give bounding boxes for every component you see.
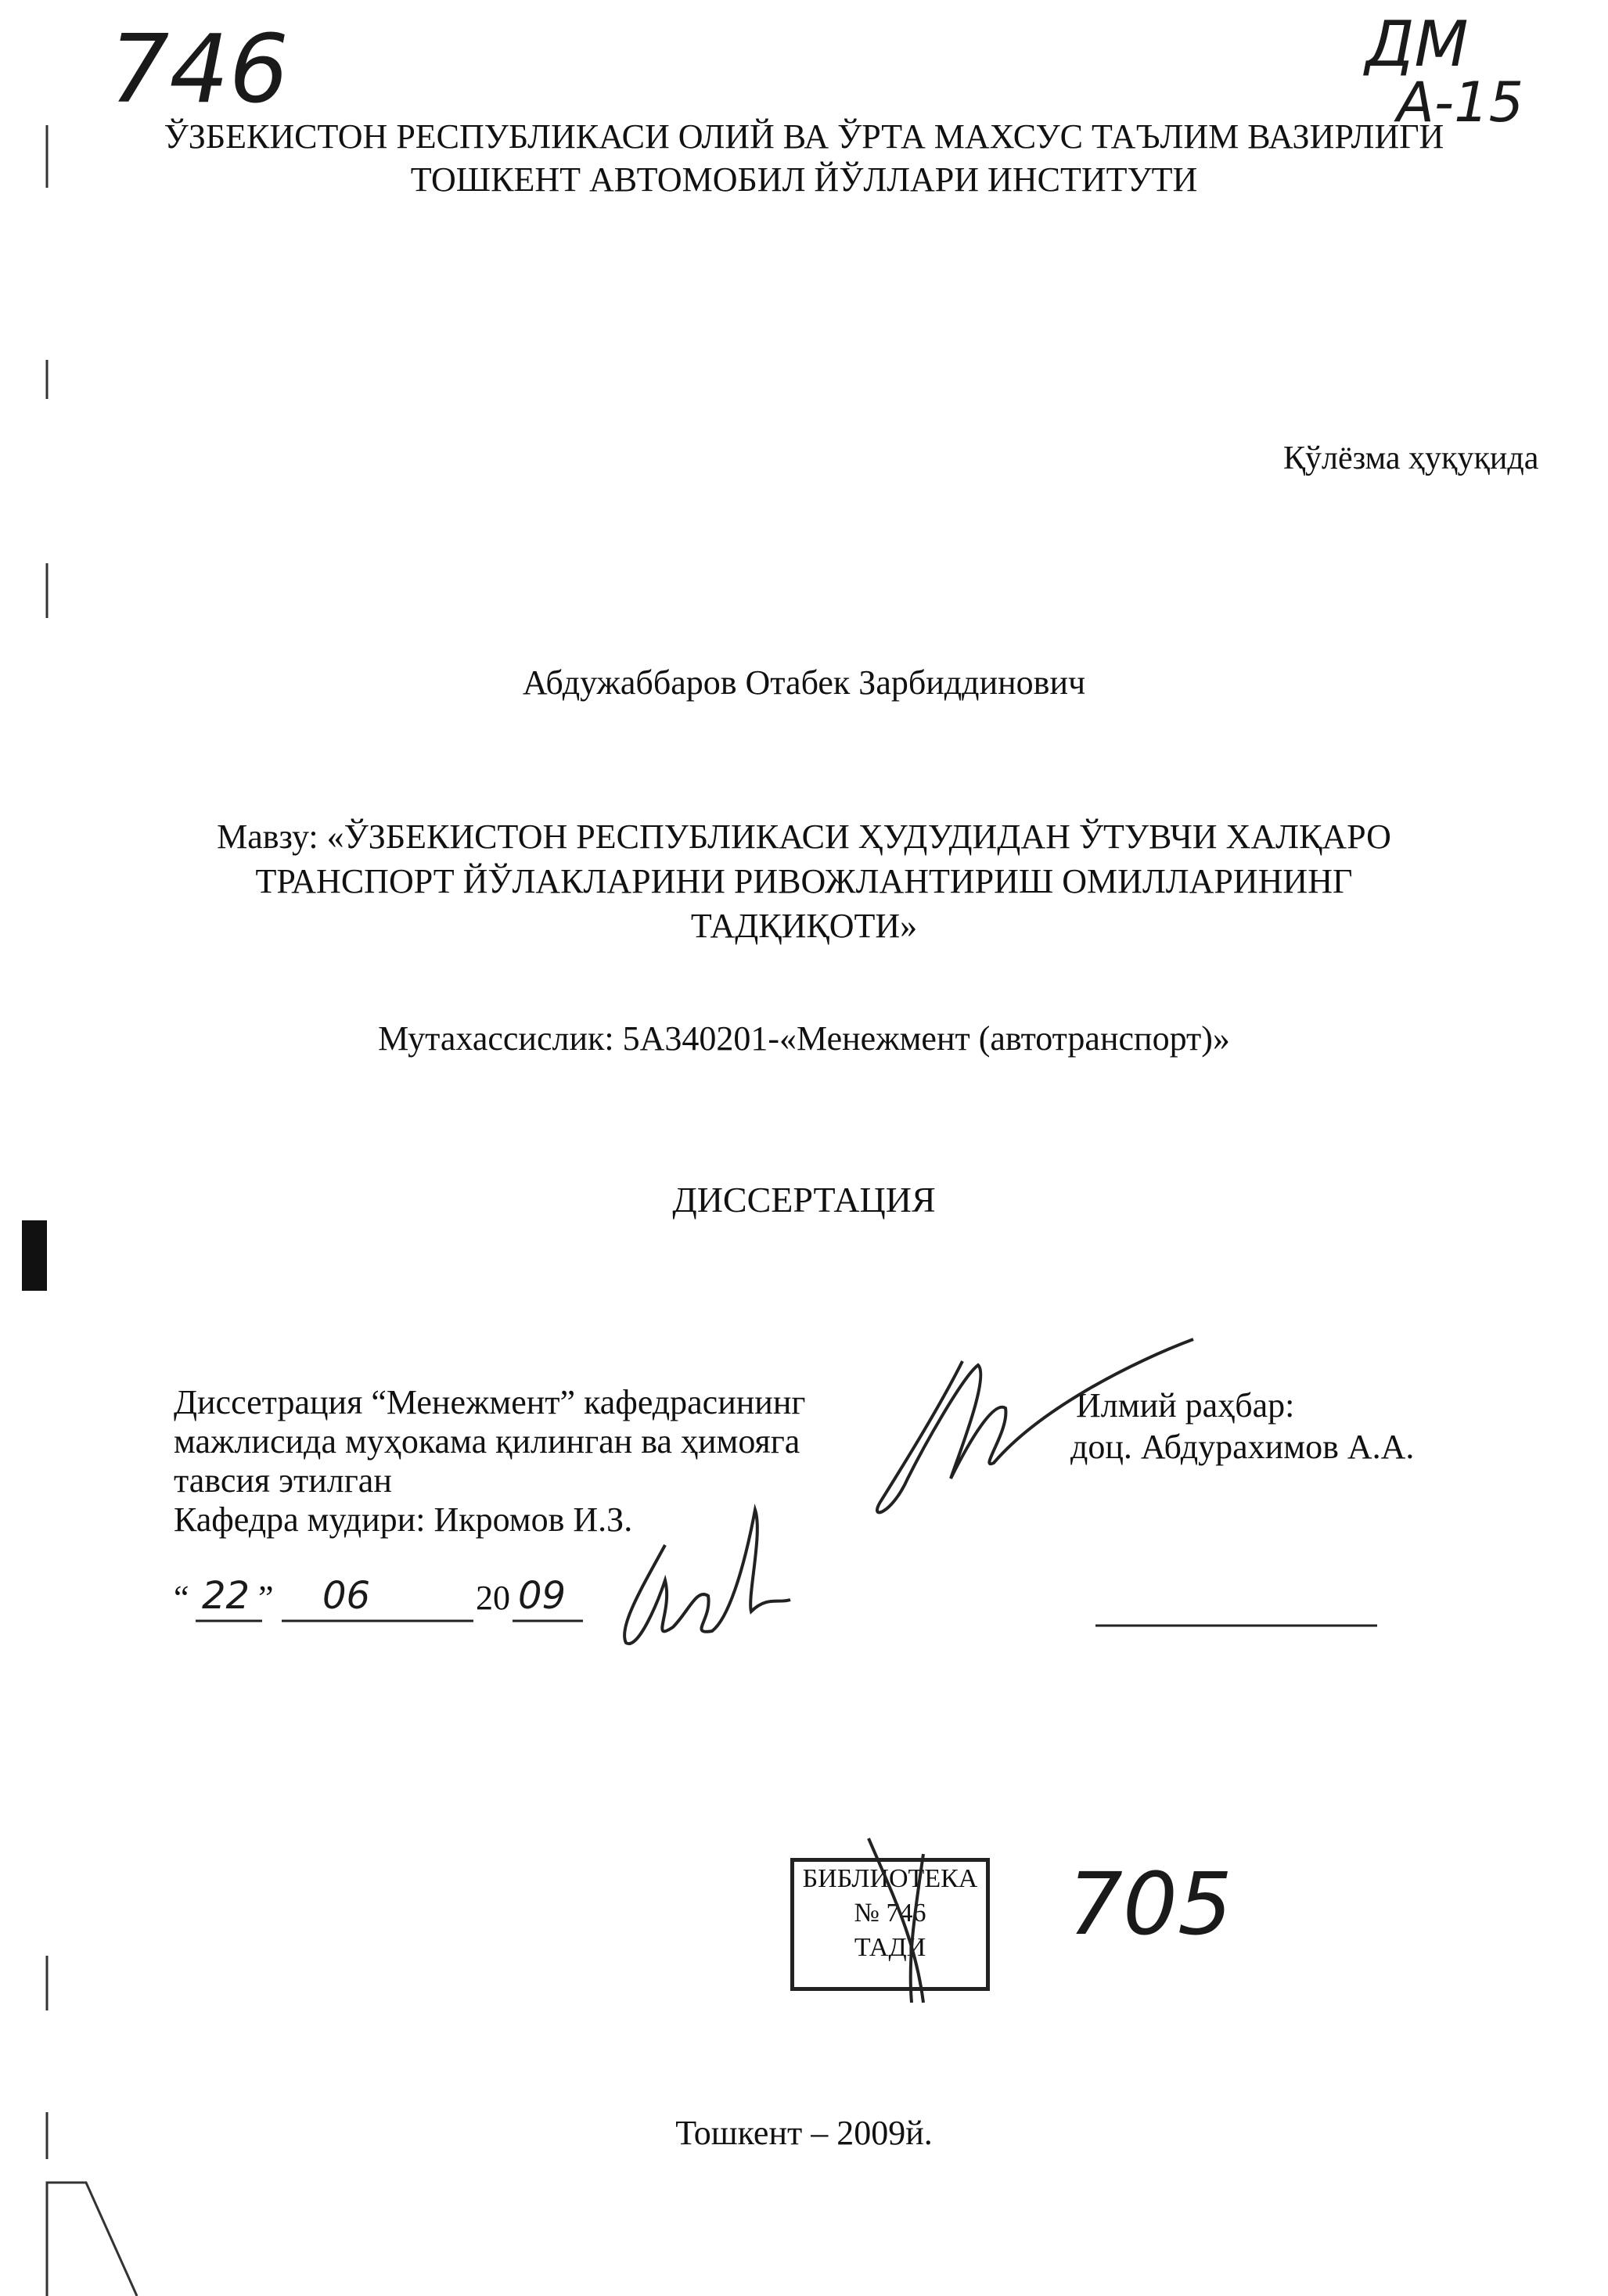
- handwritten-archive-number: 746: [110, 16, 290, 124]
- ministry-title: ЎЗБЕКИСТОН РЕСПУБЛИКАСИ ОЛИЙ ВА ЎРТА МАХСУС ТАЪЛИМ ВАЗИРЛИГИ: [164, 117, 1444, 156]
- approval-line-3: тавсия этилган: [174, 1461, 392, 1500]
- topic-line-1: Мавзу: «ЎЗБЕКИСТОН РЕСПУБЛИКАСИ ҲУДУДИДАН ЎТУВЧИ ХАЛҚАРО: [217, 817, 1391, 856]
- date-month: 06: [322, 1574, 371, 1618]
- footer-city-year: Тошкент – 2009й.: [675, 2114, 933, 2152]
- stamp-line-2: № 746: [854, 1899, 926, 1928]
- topic-line-2: ТРАНСПОРТ ЙЎЛАКЛАРИНИ РИВОЖЛАНТИРИШ ОМИЛЛАРИНИНГ: [255, 862, 1353, 900]
- stamp-line-1: БИБЛИОТЕКА: [802, 1864, 978, 1893]
- document-type: ДИССЕРТАЦИЯ: [672, 1180, 936, 1220]
- handwritten-code-bottom: А-15: [1397, 70, 1524, 135]
- corner-mark: [47, 2183, 137, 2296]
- department-head: Кафедра мудири: Икромов И.З.: [174, 1500, 633, 1539]
- date-close-quote: ”: [258, 1579, 274, 1617]
- department-head-signature-icon: [624, 1510, 790, 1644]
- handwritten-inventory-number: 705: [1068, 1854, 1232, 1954]
- supervisor-name: доц. Абдурахимов А.А.: [1070, 1428, 1415, 1466]
- date-open-quote: “: [174, 1579, 189, 1617]
- date-year-suffix: 09: [518, 1574, 567, 1618]
- approval-line-1: Диссетрация “Менежмент” кафедрасининг: [174, 1383, 806, 1421]
- stamp-line-3: ТАДИ: [854, 1933, 926, 1963]
- manuscript-note: Қўлёзма ҳуқуқида: [1283, 440, 1539, 476]
- supervisor-signature-icon: [877, 1339, 1193, 1512]
- scan-mark-block: [22, 1220, 47, 1291]
- author-name: Абдужаббаров Отабек Зарбиддинович: [522, 663, 1086, 702]
- approval-line-2: мажлисида муҳокама қилинган ва ҳимояга: [174, 1422, 800, 1461]
- specialty: Мутахассислик: 5А340201-«Менежмент (автотранспорт)»: [378, 1019, 1230, 1058]
- stamp-crossout-icon: [869, 1838, 923, 2003]
- handwritten-code-top: ДМ: [1365, 8, 1469, 81]
- institute-title: ТОШКЕНТ АВТОМОБИЛ ЙЎЛЛАРИ ИНСТИТУТИ: [410, 160, 1198, 199]
- topic-line-3: ТАДҚИҚОТИ»: [690, 907, 918, 945]
- date-day: 22: [202, 1574, 250, 1618]
- date-year-prefix: 20: [476, 1579, 510, 1617]
- supervisor-label: Илмий раҳбар:: [1076, 1386, 1295, 1425]
